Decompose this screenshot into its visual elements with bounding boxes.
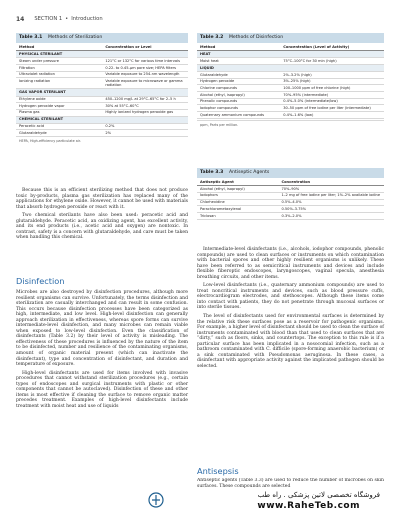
table-caption: [197, 168, 384, 178]
table-cell: 2%–3.2% (high): [283, 72, 312, 77]
left-text-column: [16, 188, 188, 244]
page-header: [16, 14, 384, 24]
table-cell: 450–1200 mg/L at 29°C–65°C for 2–5 h: [105, 97, 176, 102]
table-cell: Variable exposure to 254-nm wavelength: [105, 72, 180, 77]
table-disinfection-methods: [197, 33, 384, 129]
table-number: Table 3.3: [200, 170, 224, 175]
table-group-label: GAS VAPOR STERILANT: [16, 89, 188, 96]
body-paragraph: Microbes are also destroyed by disinfection procedures, although more resilient organisms can survive. Unfortunately, the terms disinfection and sterilization are casually interchanged and can result in some confusion. This occurs because disinfection processes have been categorized as high, intermediate, and low level. High-level disinfection can generally approach sterilization in effectiveness, whereas spore forms can survive intermediate-level disinfection, and many microbes can remain viable when exposed to low-level disinfection. Even the classification of disinfectants (Table 3.2) by their level of activity is misleading. The effectiveness of these procedures is influenced by the nature of the item to be disinfected, number and resilience of the contaminating organisms, amount of organic material present (which can inactivate the disinfectant), type and concentration of disinfectant, and duration and temperature of exposure.: [16, 290, 188, 368]
table-cell: Iodophor compounds: [200, 106, 238, 110]
table-row: [197, 99, 384, 106]
table-cell: 0.4%–1.6% (low): [283, 112, 314, 117]
table-cell: 3%–25% (high): [283, 79, 311, 84]
table-title: Antiseptic Agents: [228, 170, 270, 175]
body-paragraph: High-level disinfectants are used for items involved with invasive procedures that cannot withstand sterilization procedures (e.g., certain types of endoscopes and surgical instruments with plastic or other components that cannot be autoclaved). Disinfection of these and other items is most effective if cleaning the surface to remove organic matter precedes treatment. Examples of high-level disinfectants include treatment with moist heat and use of liquids: [16, 370, 188, 409]
table-cell: 70%–95% (intermediate): [283, 92, 329, 97]
table-row: [16, 78, 188, 89]
column-header-method: Method: [200, 44, 216, 49]
table-cell: Iodophors: [200, 193, 218, 198]
table-number: Table 3.2: [200, 35, 224, 40]
table-cell: 30–50 ppm of free iodine per liter (intermediate): [283, 106, 371, 110]
table-cell: Ultraviolet radiation: [19, 72, 55, 77]
table-cell: Chlorhexidine: [200, 200, 225, 205]
watermark-persian-text: فروشگاه تخصصی لاتین پزشکی . راه طب: [257, 491, 380, 499]
page-number: 14: [16, 15, 25, 23]
watermark-logo-icon: [148, 491, 164, 509]
table-cell: 100–1000 ppm of free chlorine (high): [283, 85, 351, 90]
table-footnote: HEPA, High-efficiency particulate air.: [19, 138, 81, 143]
body-paragraph: Antiseptic agents (Table 3.3) are used to reduce the number of microbes on skin surfaces. These compounds are selected: [197, 478, 384, 488]
table-footnote: ppm, Parts per million.: [200, 122, 239, 127]
table-cell: Glutaraldehyde: [19, 130, 47, 135]
table-cell: Ionizing radiation: [19, 78, 51, 83]
table-row: [197, 92, 384, 99]
table-row: [197, 79, 384, 86]
table-cell: Chlorine compounds: [200, 85, 237, 90]
table-cell: Parachlorometaxylenol: [200, 206, 242, 211]
column-header-concentration: Concentration (Level of Activity): [283, 44, 350, 49]
table-row: [16, 124, 188, 131]
table-cell: 0.3%–2.0%: [281, 213, 302, 218]
table-header-row: [197, 178, 384, 186]
table-group-label: LIQUID: [197, 65, 384, 72]
table-cell: Ethylene oxide: [19, 97, 46, 102]
table-cell: Phenolic compounds: [200, 99, 238, 104]
table-cell: 70%–90%: [281, 186, 300, 191]
table-cell: Hydrogen peroxide vapor: [19, 103, 65, 108]
table-cell: 30% at 55°C–60°C: [105, 103, 139, 108]
table-row: [197, 105, 384, 112]
table-sterilization-methods: [16, 33, 188, 145]
table-cell: 0.5%–4.0%: [281, 200, 302, 205]
table-row: [197, 206, 384, 213]
table-cell: 0.22- to 0.45-µm pore size; HEPA filters: [105, 65, 177, 70]
table-cell: Peracetic acid: [19, 124, 45, 129]
table-title: Methods of Disinfection: [228, 35, 284, 40]
right-text-column: [197, 247, 384, 372]
column-header-method: Method: [19, 44, 35, 49]
table-row: [16, 72, 188, 79]
table-row: [197, 58, 384, 65]
table-cell: 121°C or 132°C for various time intervals: [105, 58, 180, 63]
table-cell: 75°C–100°C for 30 min (high): [283, 58, 337, 63]
table-caption: [197, 33, 384, 43]
table-row: [197, 186, 384, 193]
table-row: [16, 130, 188, 137]
column-header-concentration: Concentration: [281, 179, 311, 184]
watermark-url: www.RaheTeb.com: [257, 501, 360, 511]
table-header-row: [197, 43, 384, 51]
table-row: [16, 97, 188, 104]
table-cell: Moist heat: [200, 58, 219, 63]
table-cell: Steam under pressure: [19, 58, 59, 63]
table-cell: 1–2 mg of free iodine per liter; 1%–2% available iodine: [281, 193, 381, 198]
table-caption: [16, 33, 188, 43]
section-heading-disinfection: Disinfection: [16, 276, 65, 286]
table-row: [16, 58, 188, 65]
section-heading-antisepsis: Antisepsis: [197, 466, 239, 476]
right-text-column-continued: [197, 478, 384, 488]
table-cell: Variable exposure to microwave or gamma radiation: [105, 78, 183, 88]
table-group-label: PHYSICAL STERILANT: [16, 51, 188, 58]
table-cell: Plasma gas: [19, 110, 40, 115]
table-row: [16, 103, 188, 110]
table-row: [197, 85, 384, 92]
table-number: Table 3.1: [19, 35, 43, 40]
table-row: [197, 200, 384, 207]
table-cell: Alcohol (ethyl, isopropyl): [200, 92, 245, 97]
header-separator: •: [65, 16, 69, 22]
table-cell: Alcohol (ethyl, isopropyl): [200, 186, 245, 191]
left-text-column-continued: [16, 290, 188, 412]
table-cell: Glutaraldehyde: [200, 72, 228, 77]
column-header-concentration: Concentration or Level: [105, 44, 152, 49]
table-cell: 0.4%–5.0% (intermediate/low): [283, 99, 338, 104]
table-cell: 0.50%–3.75%: [281, 206, 307, 211]
table-row: [16, 65, 188, 72]
table-cell: 0.2%: [105, 124, 115, 129]
table-cell: Hydrogen peroxide: [200, 79, 235, 84]
body-paragraph: Intermediate-level disinfectants (i.e., alcohols, iodophor compounds, phenolic compounds) are used to clean surfaces or instruments on which contamination with bacterial spores and other highly resilient organisms is unlikely. These have been referred to as semicritical instruments and devices and include flexible fiberoptic endoscopes, laryngoscopes, vaginal specula, anesthesia breathing circuits, and other items.: [197, 247, 384, 280]
body-paragraph: Because this is an efficient sterilizing method that does not produce toxic by-products, plasma gas sterilization has replaced many of the applications for ethylene oxide. However, it cannot be used with materials that absorb hydrogen peroxide or react with it.: [16, 188, 188, 210]
body-paragraph: Two chemical sterilants have also been used: peracetic acid and glutaraldehyde. Peracetic acid, an oxidizing agent, has excellent activity, and its end products (i.e., acetic acid and oxygen) are nontoxic. In contrast, safety is a concern with glutaraldehyde, and care must be taken when handling this chemical.: [16, 213, 188, 241]
table-row: [197, 193, 384, 200]
section-label: SECTION 1: [34, 16, 63, 22]
body-paragraph: The level of disinfectants used for environmental surfaces is determined by the relative risk these surfaces pose as a reservoir for pathogenic organisms. For example, a higher level of disinfectant should be used to clean the surface of instruments contaminated with blood than that used to clean surfaces that are “dirty,” such as floors, sinks, and countertops. The exception to this rule is if a particular surface has been implicated in a nosocomial infection, such as a bathroom contaminated with C. difficile (spore-forming anaerobic bacterium) or a sink contaminated with Pseudomonas aeruginosa. In these cases, a disinfectant with appropriate activity against the implicated pathogen should be selected.: [197, 314, 384, 369]
column-header-agent: Antiseptic Agent: [200, 179, 234, 184]
table-row: [197, 213, 384, 220]
table-cell: 2%: [105, 130, 112, 135]
table-cell: Triclosan: [200, 213, 216, 218]
chapter-label: Introduction: [71, 16, 103, 22]
table-cell: Quaternary ammonium compounds: [200, 112, 265, 117]
table-row: [197, 112, 384, 119]
table-cell: Filtration: [19, 65, 35, 70]
body-paragraph: Low-level disinfectants (i.e., quaternary ammonium compounds) are used to treat noncritical instruments and devices, such as blood pressure cuffs, electrocardiogram electrodes, and stethoscopes. Although these items come into contact with patients, they do not penetrate through mucosal surfaces or into sterile tissues.: [197, 283, 384, 311]
table-group-label: HEAT: [197, 51, 384, 58]
table-header-row: [16, 43, 188, 51]
table-antiseptic-agents: [197, 168, 384, 220]
table-row: [197, 72, 384, 79]
table-title: Methods of Sterilization: [47, 35, 103, 40]
table-group-label: CHEMICAL STERILANT: [16, 117, 188, 124]
table-cell: Highly ionized hydrogen peroxide gas: [105, 110, 174, 115]
table-row: [16, 110, 188, 117]
